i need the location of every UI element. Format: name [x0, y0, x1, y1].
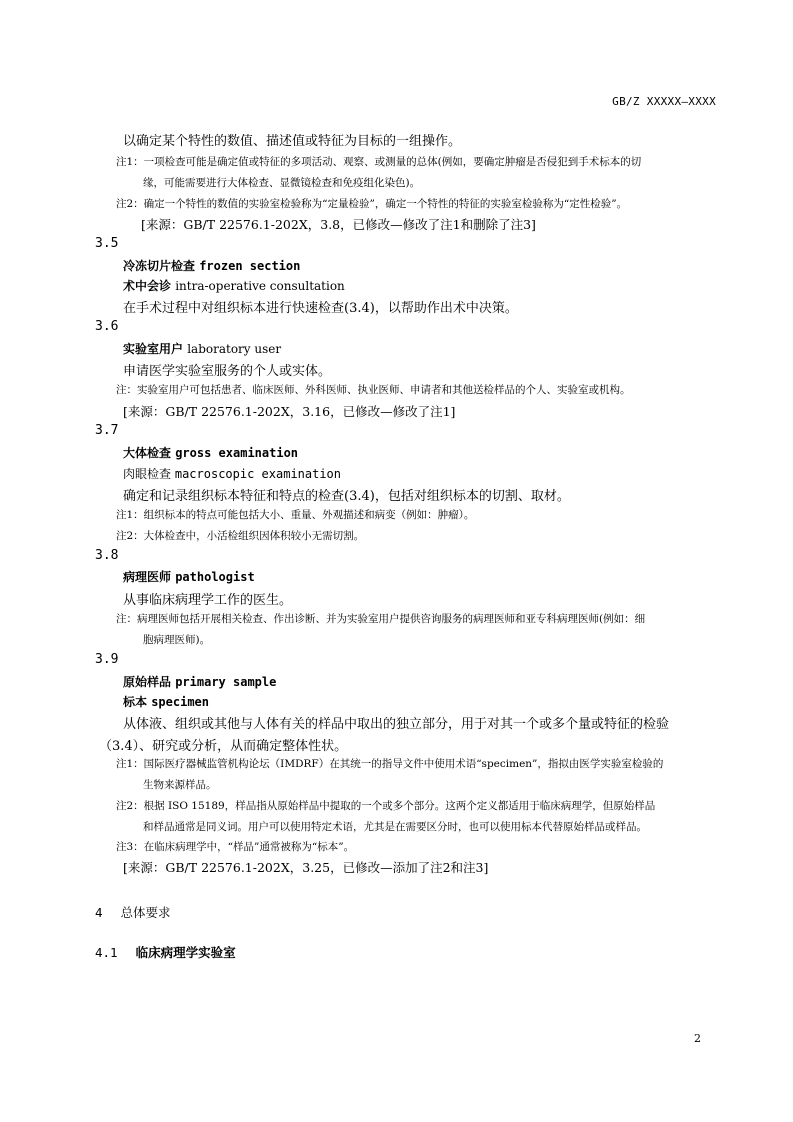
term-heading	[123, 340, 281, 357]
term-number: 3.5	[95, 236, 119, 251]
term-en: gross examination	[175, 446, 299, 460]
term-zh: 实验室用户	[123, 342, 184, 356]
term-zh: 术中会诊	[123, 279, 172, 293]
definition-text: （3.4）、研究或分析，从而确定整体性状。	[99, 739, 348, 754]
term-synonym	[123, 465, 341, 482]
note-line: 注：病理医师包括开展相关检查、作出诊断、并为实验室用户提供咨询服务的病理医师和亚专科病理医师(例如：细	[116, 613, 646, 625]
definition-text: 确定和记录组织标本特征和特点的检查(3.4)，包括对组织标本的切割、取材。	[123, 489, 570, 504]
note-line: 注2：大体检查中，小活检组织因体积较小无需切割。	[116, 530, 365, 542]
section-number: 4	[95, 905, 103, 920]
definition-text: 从事临床病理学工作的医生。	[123, 593, 293, 608]
definition-text: 申请医学实验室服务的个人或实体。	[123, 364, 332, 379]
note-line: 注2：根据 ISO 15189，样品指从原始样品中提取的一个或多个部分。这两个定义都适用于临床病理学，但原始样品	[116, 800, 656, 812]
term-zh: 冷冻切片检查	[123, 259, 196, 273]
term-zh: 肉眼检查	[123, 467, 172, 481]
source-reference: [来源：GB/T 22576.1-202X，3.8，已修改—修改了注1和删除了注3]	[141, 217, 536, 232]
term-number: 3.7	[95, 423, 119, 438]
doc-code-header: GB/Z XXXXX—XXXX	[612, 95, 716, 108]
note-line: 注2：确定一个特性的数值的实验室检验称为“定量检验”，确定一个特性的特征的实验室检验称为“定性检验”。	[116, 198, 628, 210]
term-en: intra-operative consultation	[175, 279, 345, 293]
term-en: macroscopic examination	[174, 467, 342, 481]
definition-text: 以确定某个特性的数值、描述值或特征为目标的一组操作。	[123, 134, 462, 149]
term-synonym	[123, 693, 209, 710]
term-heading	[123, 673, 276, 690]
note-line: 和样品通常是同义词。用户可以使用特定术语，尤其是在需要区分时，也可以使用标本代替原始样品或样品。	[143, 821, 647, 833]
term-zh: 大体检查	[123, 446, 172, 460]
term-number: 3.8	[95, 548, 119, 563]
term-number: 3.9	[95, 652, 119, 667]
source-reference: [来源：GB/T 22576.1-202X，3.25，已修改—添加了注2和注3]	[123, 860, 489, 875]
term-zh: 病理医师	[123, 570, 172, 584]
section-title: 总体要求	[120, 905, 171, 920]
term-synonym	[123, 277, 345, 294]
term-heading	[123, 444, 298, 461]
note-line: 注1：一项检查可能是确定值或特征的多项活动、观察、或测量的总体(例如，要确定肿瘤是否侵犯到手术标本的切	[116, 156, 642, 168]
page-number: 2	[694, 1032, 701, 1045]
term-zh: 原始样品	[123, 675, 172, 689]
note-line: 注3：在临床病理学中，“样品”通常被称为“标本”。	[116, 841, 355, 853]
term-en: frozen section	[199, 259, 301, 273]
term-zh: 标本	[123, 695, 148, 709]
subsection-number: 4.1	[95, 945, 118, 960]
note-line: 注1：组织标本的特点可能包括大小、重量、外观描述和病变（例如：肿瘤）。	[116, 509, 475, 521]
term-heading	[123, 257, 300, 274]
definition-text: 在手术过程中对组织标本进行快速检查(3.4)，以帮助作出术中决策。	[123, 301, 518, 316]
term-en: pathologist	[175, 570, 255, 584]
subsection-heading	[95, 943, 236, 961]
source-reference: [来源：GB/T 22576.1-202X，3.16，已修改—修改了注1]	[123, 404, 456, 419]
note-line: 生物来源样品。	[143, 779, 217, 791]
section-heading	[95, 903, 171, 921]
definition-text: 从体液、组织或其他与人体有关的样品中取出的独立部分，用于对其一个或多个量或特征的检验	[123, 717, 670, 732]
note-line: 注1：国际医疗器械监管机构论坛（IMDRF）在其统一的指导文件中使用术语“specimen”，指拟由医学实验室检验的	[116, 758, 664, 770]
term-en: primary sample	[175, 675, 277, 689]
term-heading	[123, 568, 255, 585]
term-number: 3.6	[95, 319, 119, 334]
note-line: 胞病理医师)。	[143, 634, 211, 646]
note-line: 缘，可能需要进行大体检查、显微镜检查和免疫组化染色)。	[143, 177, 421, 189]
term-en: laboratory user	[187, 342, 282, 356]
term-en: specimen	[151, 695, 209, 709]
note-line: 注：实验室用户可包括患者、临床医师、外科医师、执业医师、申请者和其他送检样品的个人、实验室或机构。	[116, 384, 631, 396]
subsection-title: 临床病理学实验室	[135, 945, 236, 960]
